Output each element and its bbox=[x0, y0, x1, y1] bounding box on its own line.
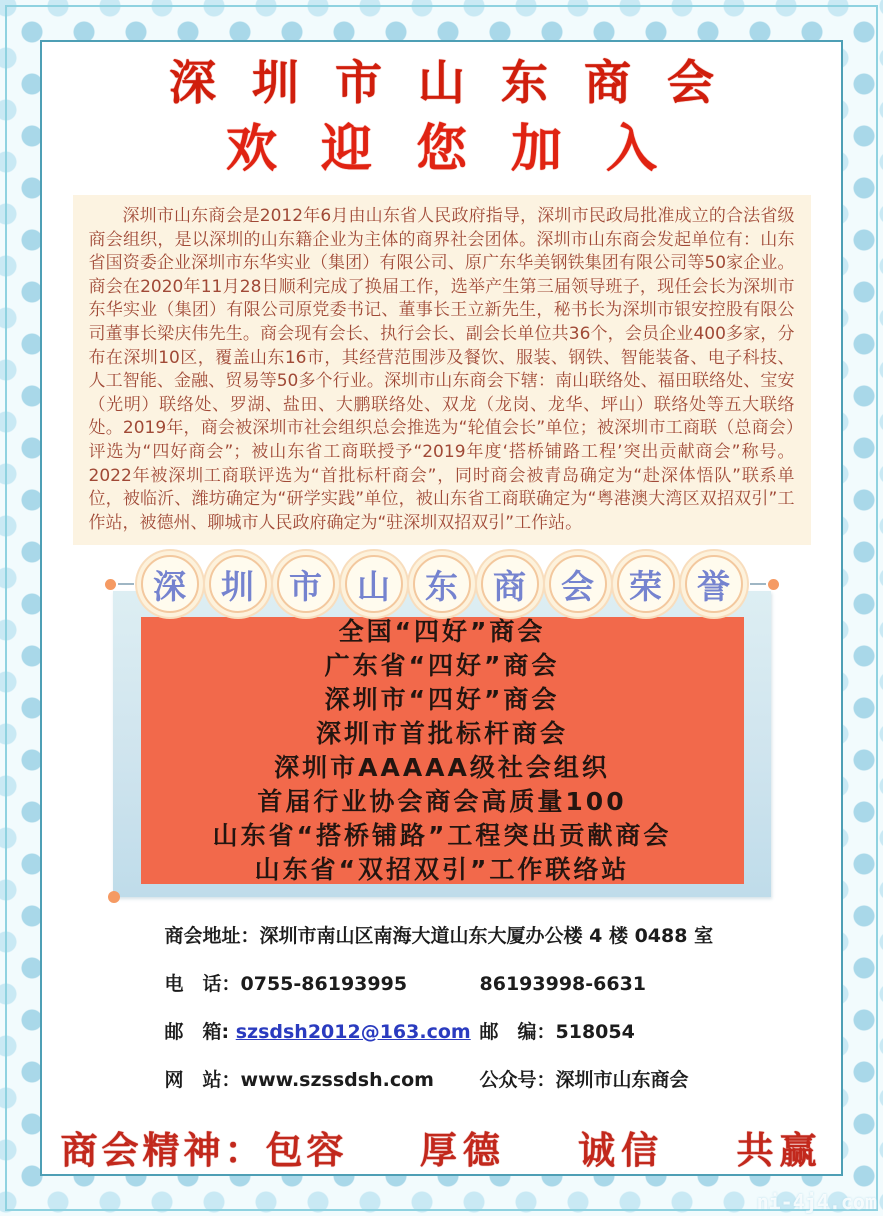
address-cell bbox=[165, 921, 787, 948]
honor-item: 山东省“双招双引”工作联络站 bbox=[254, 854, 630, 884]
orange-dot-icon bbox=[108, 891, 120, 903]
honor-header bbox=[42, 555, 841, 613]
website-row bbox=[165, 1065, 787, 1092]
email-label: 邮 箱: bbox=[164, 1021, 236, 1043]
phone2-value: 86193998-6631 bbox=[479, 973, 647, 995]
intro-paragraph: 深圳市山东商会是2012年6月由山东省人民政府指导，深圳市民政局批准成立的合法省级商会组织，是以深圳的山东籍企业为主体的商界社会团体。深圳市山东商会发起单位有：山东省国资委企业深圳市东华实业（集团）有限公司、原广东华美钢铁集团有限公司等50家企业。商会在2020年11月28日顺利完成了换届工作，选举产生第三届领导班子，现任会长为深圳市东华实业（集团）有限公司原党委书记、董事长王立新先生，秘书长为深圳市银安控股有限公司董事长梁庆伟先生。商会现有会长、执行会长、副会长单位共36个，会员企业400多家，分布在深圳10区，覆盖山东16市，其经营范围涉及餐饮、服装、钢铁、智能装备、电子科技、人工智能、金融、贸易等50多个行业。深圳市山东商会下辖：南山联络处、福田联络处、宝安（光明）联络处、罗湖、盐田、大鹏联络处、双龙（龙岗、龙华、坪山）联络处等五大联络处。2019年，商会被深圳市社会组织总会推选为“轮值会长”单位；被深圳市工商联（总商会）评选为“四好商会”；被山东省工商联授予“2019年度‘搭桥铺路工程’突出贡献商会”称号。2022年被深圳工商联评选为“首批标杆商会”，同时商会被青岛确定为“赴深体悟队”联系单位，被临沂、潍坊确定为“研学实践”单位，被山东省工商联确定为“粤港澳大湾区双招双引”工作站，被德州、聊城市人民政府确定为“驻深圳双招双引”工作站。 bbox=[73, 195, 811, 545]
honor-header-char: 会 bbox=[561, 566, 594, 606]
honor-item: 深圳市AAAAA级社会组织 bbox=[274, 752, 610, 782]
honor-header-char: 山 bbox=[357, 566, 390, 606]
left-connector bbox=[105, 579, 136, 590]
page-subtitle: 欢迎您加入 bbox=[225, 119, 701, 180]
honor-header-circle bbox=[141, 555, 199, 613]
zip-value: 518054 bbox=[555, 1021, 635, 1043]
address-label: 商会地址： bbox=[164, 925, 260, 947]
honor-item: 深圳市“四好”商会 bbox=[324, 684, 560, 714]
wechat-value: 深圳市山东商会 bbox=[555, 1069, 689, 1091]
motto-word: 共赢 bbox=[736, 1128, 823, 1172]
phone-row bbox=[165, 969, 787, 996]
honor-header-char: 圳 bbox=[221, 566, 254, 606]
website-value: www.szssdsh.com bbox=[240, 1069, 434, 1091]
wechat-cell bbox=[480, 1065, 787, 1092]
phone1-value: 0755-86193995 bbox=[240, 973, 408, 995]
honor-header-char: 市 bbox=[289, 566, 322, 606]
honor-header-char: 誉 bbox=[697, 566, 730, 606]
honor-item: 深圳市首批标杆商会 bbox=[315, 718, 568, 748]
honors-panel bbox=[113, 591, 771, 897]
connector-line bbox=[118, 583, 134, 585]
honor-item: 广东省“四好”商会 bbox=[324, 650, 560, 680]
honor-header-circle bbox=[413, 555, 471, 613]
honor-header-circle bbox=[685, 555, 743, 613]
address-value: 深圳市南山区南海大道山东大厦办公楼 4 楼 0488 室 bbox=[259, 925, 714, 947]
orange-dot-icon bbox=[768, 579, 779, 590]
watermark: ni-4j4.com bbox=[756, 1190, 877, 1214]
honor-item: 首届行业协会商会高质量100 bbox=[257, 786, 627, 816]
honor-header-char: 东 bbox=[425, 566, 458, 606]
right-connector bbox=[748, 579, 779, 590]
honor-header-char: 荣 bbox=[629, 566, 662, 606]
motto-word: 诚信 bbox=[578, 1128, 665, 1172]
honor-header-circle bbox=[481, 555, 539, 613]
honor-item: 山东省“搭桥铺路”工程突出贡献商会 bbox=[212, 820, 672, 850]
content-frame bbox=[40, 40, 843, 1176]
orange-dot-icon bbox=[105, 579, 116, 590]
honor-header-circle bbox=[549, 555, 607, 613]
phone-cell bbox=[165, 969, 480, 996]
motto bbox=[61, 1120, 823, 1174]
email-row bbox=[165, 1017, 787, 1044]
honor-header-char: 商 bbox=[493, 566, 526, 606]
phone-label: 电 话： bbox=[164, 973, 241, 995]
honor-item: 全国“四好”商会 bbox=[338, 616, 546, 646]
motto-word: 厚德 bbox=[419, 1128, 506, 1172]
page-title: 深圳市山东商会 bbox=[169, 56, 750, 111]
honors-list-box bbox=[141, 617, 744, 884]
wechat-label: 公众号： bbox=[479, 1069, 556, 1091]
honor-header-circle bbox=[209, 555, 267, 613]
email-link[interactable]: szsdsh2012@163.com bbox=[235, 1021, 471, 1043]
honor-header-circle bbox=[277, 555, 335, 613]
motto-label: 商会精神：包容 bbox=[60, 1128, 348, 1172]
connector-line bbox=[750, 583, 766, 585]
address-row bbox=[165, 921, 787, 948]
website-cell bbox=[165, 1065, 480, 1092]
honor-header-char: 深 bbox=[153, 566, 186, 606]
website-label: 网 站： bbox=[164, 1069, 241, 1091]
honor-header-circle bbox=[345, 555, 403, 613]
zip-label: 邮 编： bbox=[479, 1021, 556, 1043]
title-block bbox=[42, 56, 841, 179]
honor-header-circle bbox=[617, 555, 675, 613]
contact-section bbox=[97, 921, 787, 1092]
email-cell bbox=[165, 1017, 480, 1044]
zip-cell bbox=[480, 1017, 787, 1044]
